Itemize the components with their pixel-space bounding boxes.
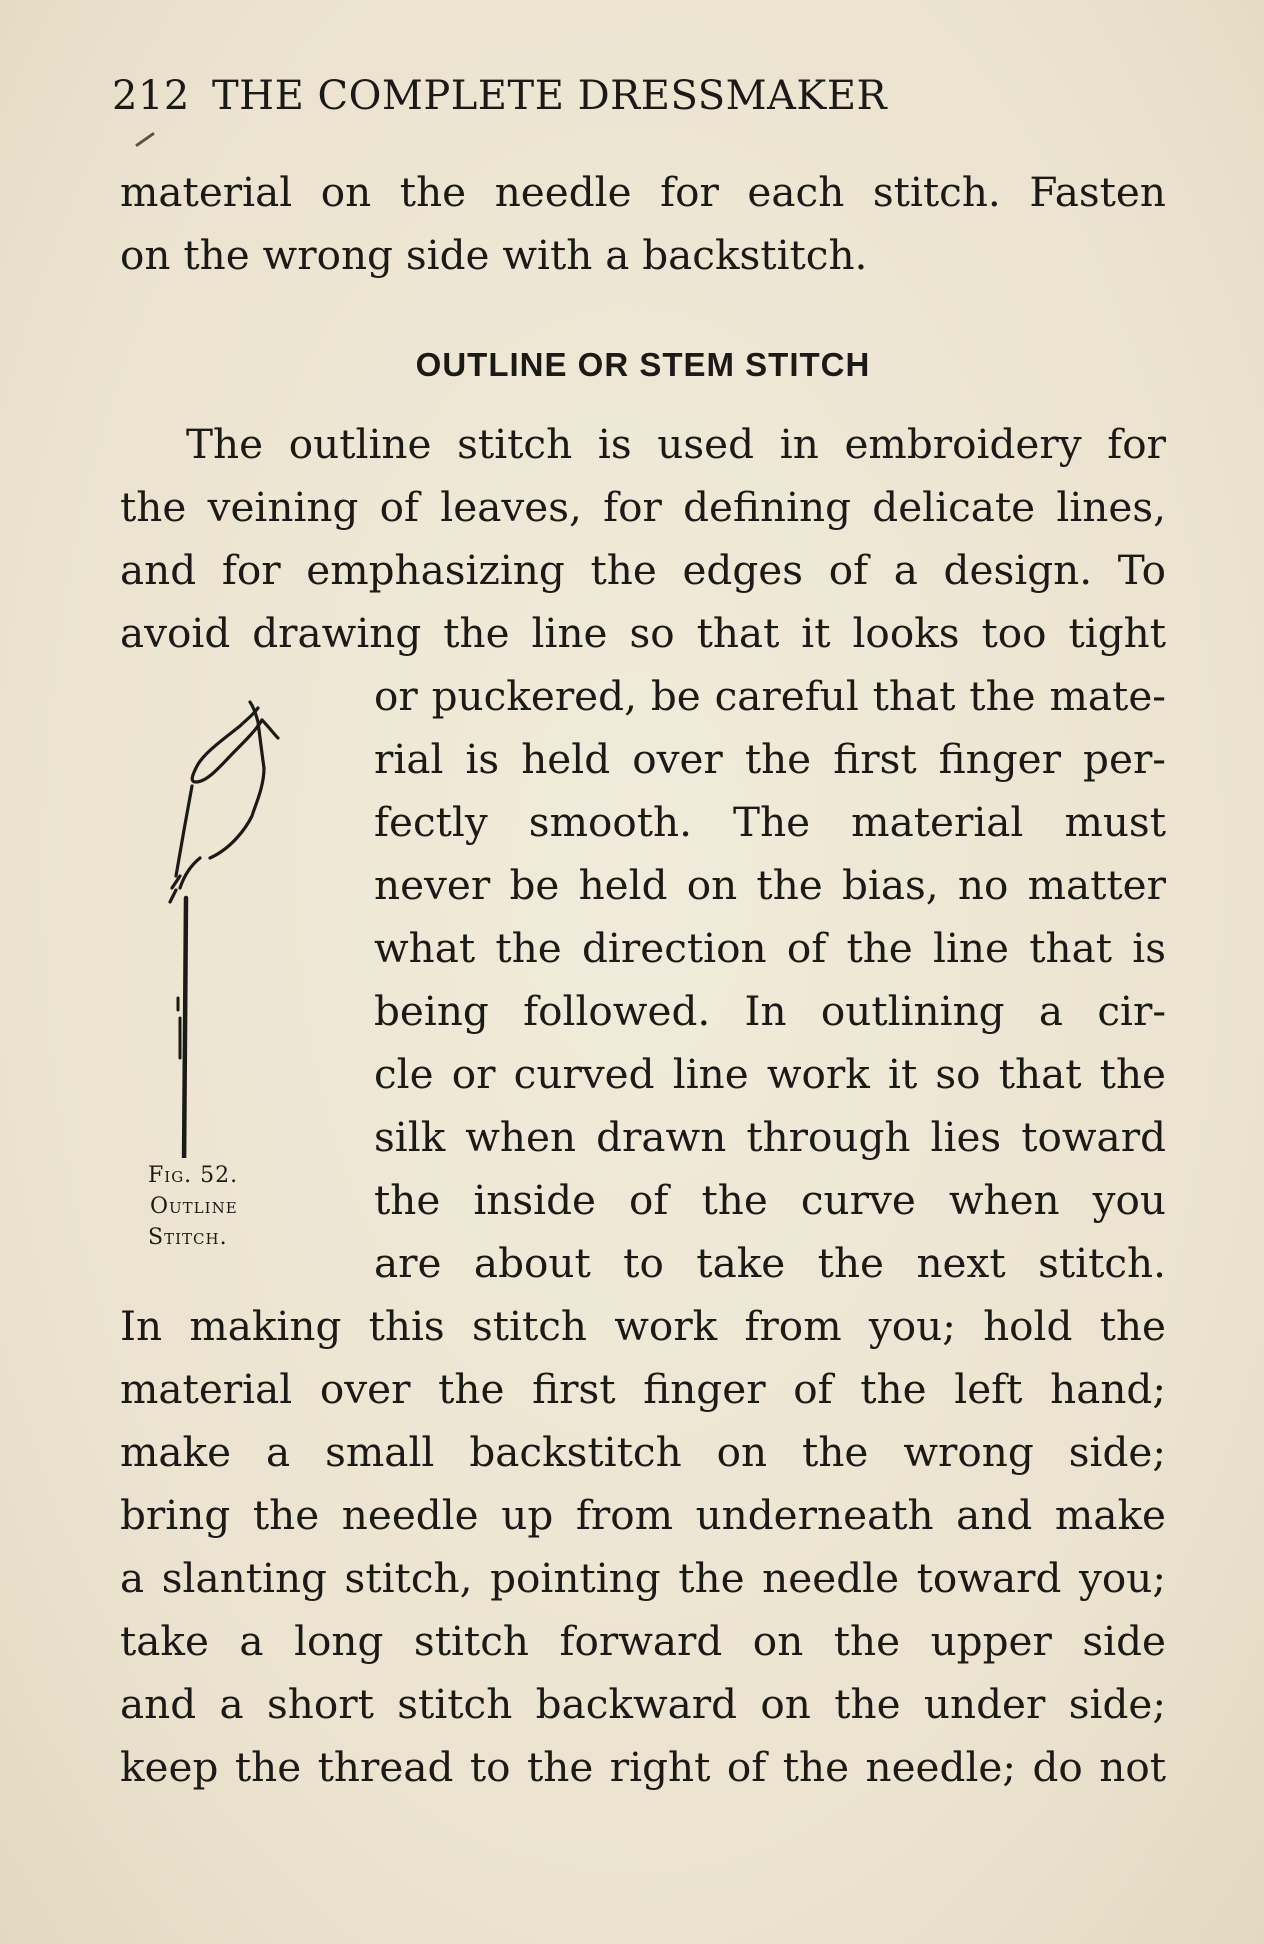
text-line-19: make a small backstitch on the wrong side;: [120, 1428, 1166, 1476]
figure-caption: [148, 1160, 298, 1253]
text-line-4: the veining of leaves, for defining delicate lines,: [120, 483, 1166, 531]
text-line-13: cle or curved line work it so that the: [374, 1050, 1166, 1098]
text-line-20: bring the needle up from underneath and make: [120, 1491, 1166, 1539]
text-line-10: never be held on the bias, no matter: [374, 861, 1166, 909]
running-header: [112, 66, 887, 126]
text-line-7: or puckered, be careful that the mate-: [374, 672, 1166, 720]
text-line-8: rial is held over the first finger per-: [374, 735, 1166, 783]
running-title: THE COMPLETE DRESSMAKER: [212, 73, 888, 119]
outline-stitch-figure: [150, 698, 300, 1158]
text-line-24: keep the thread to the right of the needle; do not: [120, 1743, 1166, 1791]
text-line-22: take a long stitch forward on the upper side: [120, 1617, 1166, 1665]
text-line-23: and a short stitch backward on the under side;: [120, 1680, 1166, 1728]
text-line-18: material over the first finger of the left hand;: [120, 1365, 1166, 1413]
text-line-5: and for emphasizing the edges of a design. To: [120, 546, 1166, 594]
text-line-3: The outline stitch is used in embroidery for: [186, 420, 1166, 468]
printer-mark: [135, 132, 155, 147]
text-line-11: what the direction of the line that is: [374, 924, 1166, 972]
figure-caption-title-1: Outline: [150, 1194, 238, 1219]
section-heading: OUTLINE OR STEM STITCH: [415, 346, 871, 383]
text-line-16: are about to take the next stitch.: [374, 1239, 1166, 1287]
outline-stitch-illustration-icon: [150, 698, 300, 1158]
text-line-12: being followed. In outlining a cir-: [374, 987, 1166, 1035]
figure-caption-number: Fig. 52.: [148, 1163, 239, 1188]
text-line-14: silk when drawn through lies toward: [374, 1113, 1166, 1161]
text-line-2: on the wrong side with a backstitch.: [120, 231, 868, 279]
figure-caption-title-2: Stitch.: [148, 1225, 228, 1250]
page-number: 212: [112, 73, 190, 119]
text-line-1: material on the needle for each stitch. Fasten: [120, 168, 1166, 216]
text-line-17: In making this stitch work from you; hold the: [120, 1302, 1166, 1350]
text-line-15: the inside of the curve when you: [374, 1176, 1166, 1224]
text-line-9: fectly smooth. The material must: [374, 798, 1166, 846]
text-line-21: a slanting stitch, pointing the needle toward you;: [120, 1554, 1166, 1602]
text-line-6: avoid drawing the line so that it looks too tight: [120, 609, 1166, 657]
